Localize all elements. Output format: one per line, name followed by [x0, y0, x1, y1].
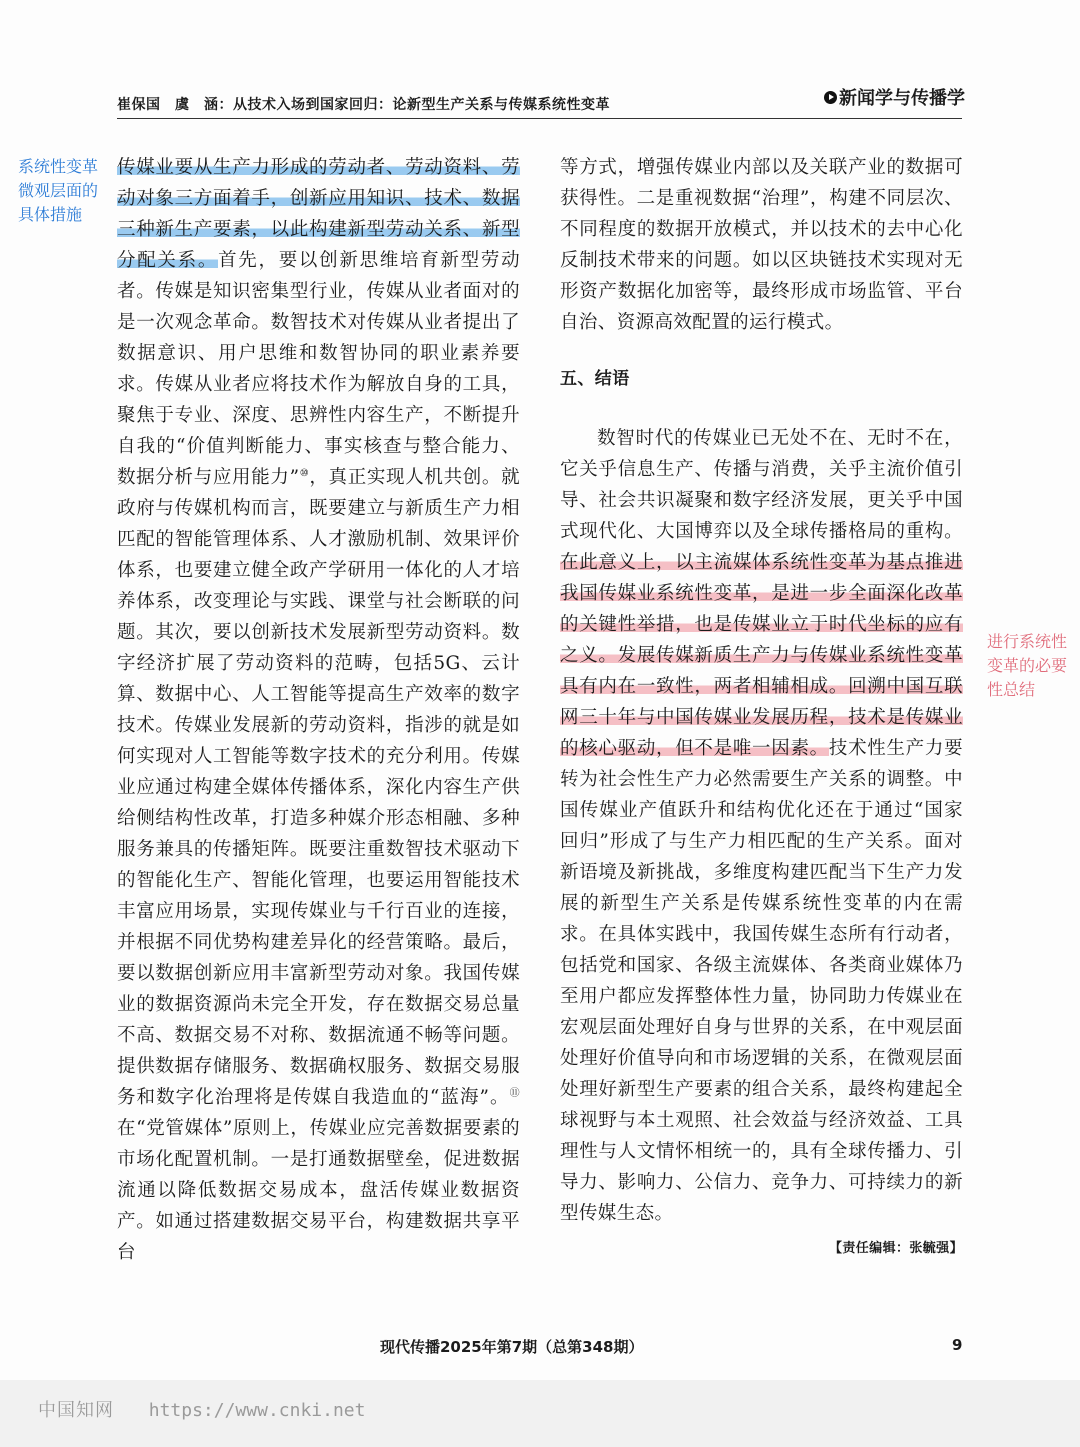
conclusion-rest: 技术性生产力要转为社会性生产力必然需要生产关系的调整。中国传媒业产值跃升和结构优化还在于通过“国家回归”形成了与生产力相匹配的生产关系。面对新语境及新挑战，多维度构建匹配当下生产力发展的新型生产关系是传媒系统性变革的内在需求。在具体实践中，我国传媒生态所有行动者，包括党和国家、各级主流媒体、各类商业媒体乃至用户都应发挥整体性力量，协同助力传媒业在宏观层面处理好自身与世界的关系，在中观层面处理好价值导向和市场逻辑的关系，在微观层面处理好新型生产要素的组合关系，最终构建起全球视野与本土观照、社会效益与经济效益、工具理性与人文情怀相统一的，具有全球传播力、引导力、影响力、公信力、竞争力、可持续力的新型传媒生态。: [560, 738, 963, 1224]
right-column: [560, 152, 963, 1264]
footnote-ref[interactable]: ⑩: [299, 467, 310, 479]
right-paragraph-1: 等方式，增强传媒业内部以及关联产业的数据可获得性。二是重视数据“治理”，构建不同层次、不同程度的数据开放模式，并以技术的去中心化反制技术带来的问题。如以区块链技术实现对无形资产数据化加密等，最终形成市场监管、平台自治、资源高效配置的运行模式。: [560, 157, 963, 333]
left-column: [117, 152, 520, 1268]
conclusion-intro: 数智时代的传媒业已无处不在、无时不在，它关乎信息生产、传播与消费，关乎主流价值引导、社会共识凝聚和数字经济发展，更关乎中国式现代化、大国博弈以及全球传播格局的重构。: [560, 428, 963, 542]
running-header: 崔保国 虞 涵：从技术入场到国家回归：论新型生产关系与传媒系统性变革: [117, 97, 610, 113]
section-brand: [824, 84, 965, 110]
section-heading: 五、结语: [560, 369, 630, 389]
play-circle-icon: [824, 91, 837, 104]
header-rule: [117, 118, 962, 119]
pink-highlight: 在此意义上，以主流媒体系统性变革为基点推进我国传媒业系统性变革，是进一步全面深化改革的关键性举措，也是传媒业立于时代坐标的应有之义。发展传媒新质生产力与传媒业系统性变革具有内在一致性，两者相辅相成。回溯中国互联网三十年与中国传媒业发展历程，技术是传媒业的核心驱动，但不是唯一因素。: [560, 552, 963, 759]
responsible-editor: 【责任编辑：张毓强】: [828, 1241, 963, 1256]
left-text-a: 首先，要以创新思维培育新型劳动者。传媒是知识密集型行业，传媒从业者面对的是一次观念革命。数智技术对传媒从业者提出了数据意识、用户思维和数智协同的职业素养要求。传媒从业者应将技术作为解放自身的工具，聚焦于专业、深度、思辨性内容生产，不断提升自我的“价值判断能力、事实核查与整合能力、数据分析与应用能力”: [117, 250, 520, 488]
page-number: 9: [952, 1336, 963, 1354]
margin-note-blue: 系统性变革微观层面的具体措施: [18, 157, 99, 224]
left-text-c: 在“党管媒体”原则上，传媒业应完善数据要素的市场化配置机制。一是打通数据壁垒，促进数据流通以降低数据交易成本，盘活传媒业数据资产。如通过搭建数据交易平台，构建数据共享平台: [117, 1118, 520, 1263]
left-paragraph: [117, 152, 520, 1268]
cnki-watermark: [38, 1396, 365, 1422]
journal-issue: 现代传播2025年第7期（总第348期）: [380, 1338, 644, 1356]
watermark-url[interactable]: https://www.cnki.net: [148, 1400, 366, 1421]
footnote-ref[interactable]: ⑪: [509, 1087, 520, 1099]
blue-highlight: 传媒业要从生产力形成的劳动者、劳动资料、劳动对象三方面着手，创新应用知识、技术、数据三种新生产要素，以此构建新型劳动关系、新型分配关系。: [117, 157, 520, 271]
left-text-b: ，真正实现人机共创。就政府与传媒机构而言，既要建立与新质生产力相匹配的智能管理体系、人才激励机制、效果评价体系，也要建立健全政产学研用一体化的人才培养体系，改变理论与实践、课堂与社会断联的问题。其次，要以创新技术发展新型劳动资料。数字经济扩展了劳动资料的范畴，包括5G、云计算、数据中心、人工智能等提高生产效率的数字技术。传媒业发展新的劳动资料，指涉的就是如何实现对人工智能等数字技术的充分利用。传媒业应通过构建全媒体传播体系，深化内容生产供给侧结构性改革，打造多种媒介形态相融、多种服务兼具的传播矩阵。既要注重数智技术驱动下的智能化生产、智能化管理，也要运用智能技术丰富应用场景，实现传媒业与千行百业的连接，并根据不同优势构建差异化的经营策略。最后，要以数据创新应用丰富新型劳动对象。我国传媒业的数据资源尚未完全开发，存在数据交易总量不高、数据交易不对称、数据流通不畅等问题。提供数据存储服务、数据确权服务、数据交易服务和数字化治理将是传媒自我造血的“蓝海”。: [117, 467, 520, 1108]
conclusion-paragraph: [560, 423, 963, 1229]
brand-label: 新闻学与传播学: [839, 88, 965, 109]
watermark-brand: 中国知网: [38, 1400, 114, 1421]
margin-note-pink: 进行系统性变革的必要性总结: [987, 632, 1068, 699]
